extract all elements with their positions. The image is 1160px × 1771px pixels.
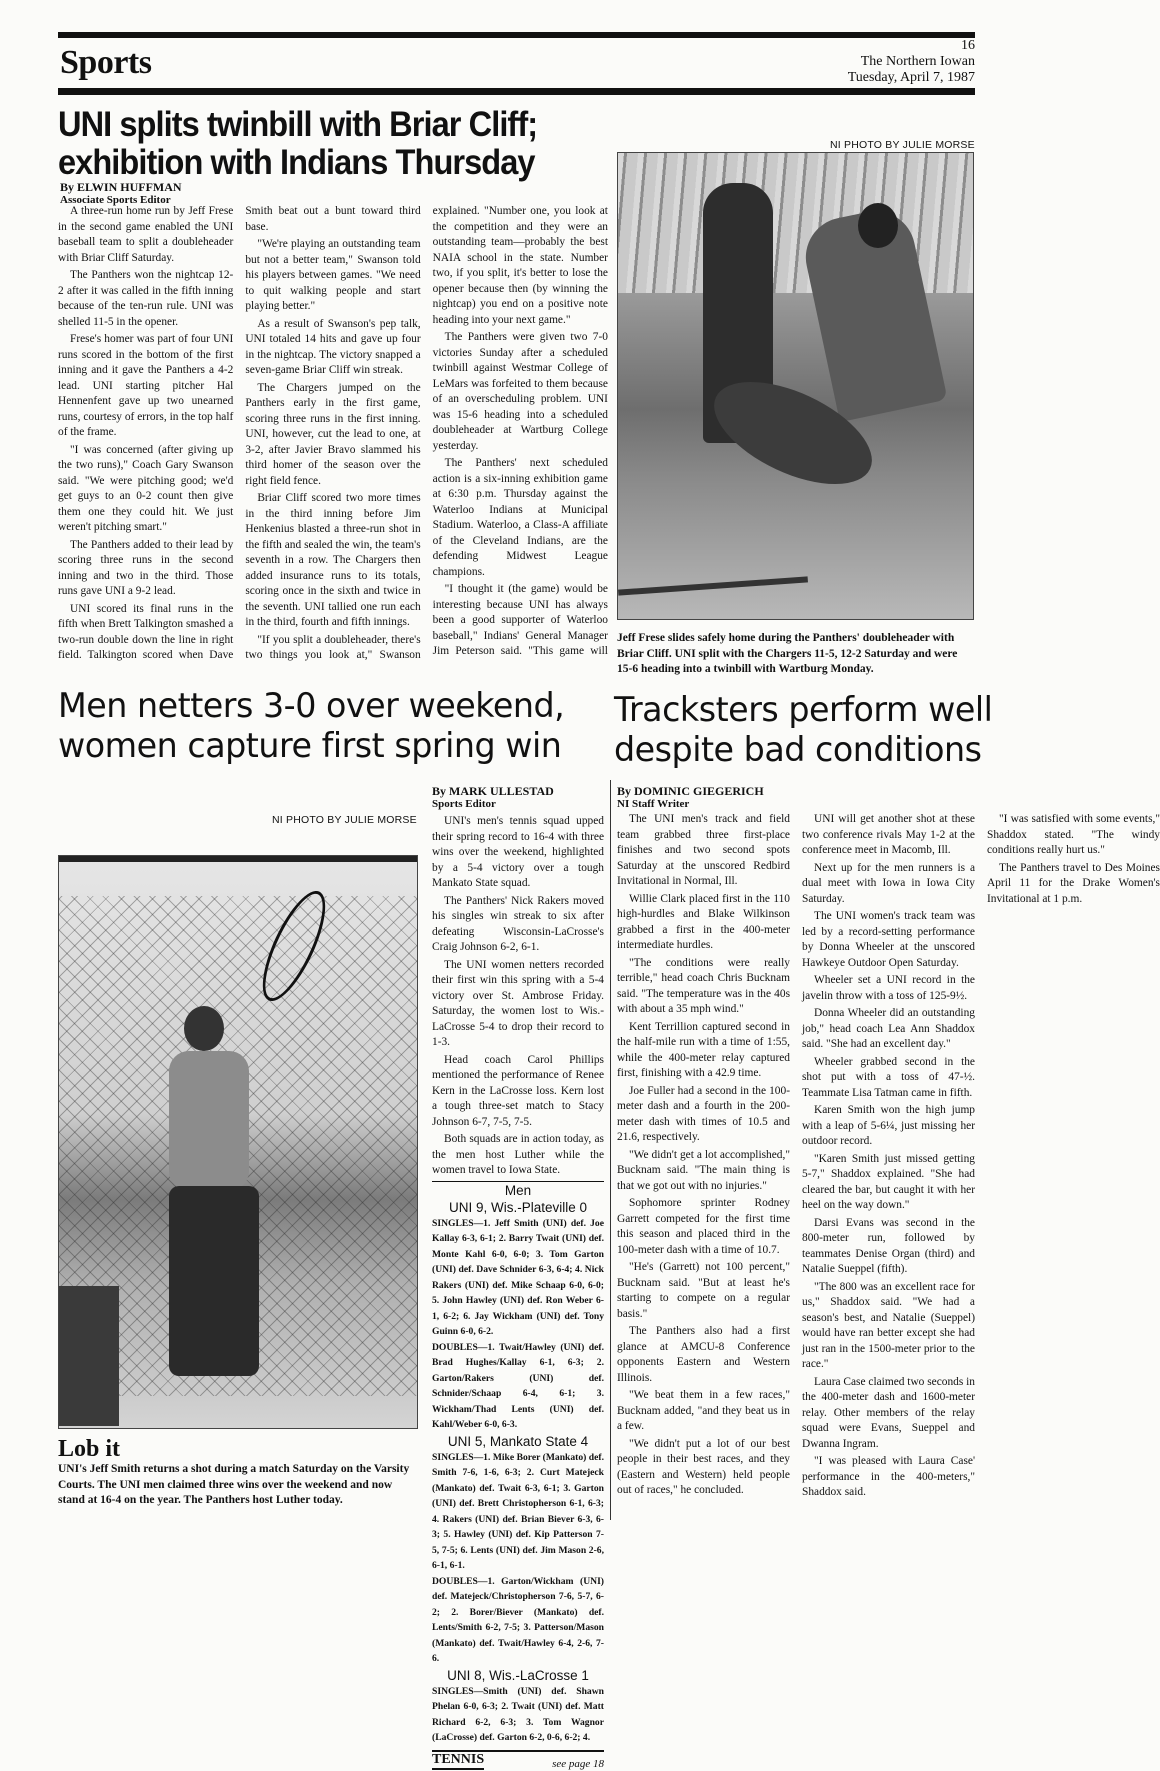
- paragraph: Wheeler grabbed second in the shot put with a toss of 47-½. Teammate Lisa Tatman came in fifth.: [802, 1055, 975, 1099]
- paragraph: Both squads are in action today, as the men host Luther while the women travel to Iowa State.: [432, 1133, 604, 1176]
- match-result: SINGLES—1. Mike Borer (Mankato) def. Smith 7-6, 1-6, 6-3; 2. Curt Matejeck (Mankato) def. Twait 6-3, 6-1; 3. Garton (UNI) def. Brett Christopherson 6-1, 6-3; 4. Rakers (UNI) def. Brian Biever 6-3, 6-3; 5. Hawley (UNI) def. Kip Patterson 7-5, 7-5; 6. Lents (UNI) def. Jim Mason 2-6, 6-1, 6-1.: [432, 1451, 604, 1571]
- headline-line: exhibition with Indians Thursday: [58, 143, 535, 182]
- paragraph: "The 800 was an excellent race for us," Shaddox said. "We had a season's best, and Natalie (Sueppel) would have ran better except she had just ran in the 1500-meter prior to the race.": [802, 1280, 975, 1370]
- paragraph: "The conditions were really terrible," head coach Chris Bucknam said. "The temperature was in the 40s with about a 35 mph wind.": [617, 956, 790, 1015]
- tennis-column: [432, 784, 604, 1770]
- tennis-photo: [58, 855, 418, 1429]
- byline-name: By MARK ULLESTAD: [432, 784, 554, 798]
- paragraph: The UNI women netters recorded their first win this spring with a 5-4 victory over St. Ambrose Friday. Saturday, the women lost to Wis.-LaCrosse 5-4 to drop their record to 1-3.: [432, 958, 604, 1048]
- paragraph: The UNI men's track and field team grabbed three first-place finishes and two second spots Saturday at the unscored Redbird Invitational in Normal, Ill.: [617, 813, 790, 887]
- tennis-article-body: [432, 814, 604, 1179]
- paragraph: The Panthers' Nick Rakers moved his singles win streak to six after defeating Wisconsin-LaCrosse's Craig Johnson 6-2, 6-1.: [432, 894, 604, 953]
- match-title: UNI 5, Mankato State 4: [447, 1433, 589, 1449]
- paragraph: Briar Cliff scored two more times in the third inning before Jim Henkenius blasted a three-run shot in the fifth and sealed the win, the team's seventh in a row. The Chargers then added insurance runs to its totals, scoring once in the sixth and twice in the seventh. UNI tallied one run each in the third, fourth and fifth innings.: [245, 492, 421, 628]
- baseball-headline: [58, 106, 537, 182]
- jump-line: [432, 1750, 604, 1770]
- paragraph: "We didn't get a lot accomplished," Bucknam said. "The main thing is that we got out with no injuries.": [617, 1148, 790, 1192]
- paragraph: The Panthers' next scheduled action is a six-inning exhibition game at 6:30 p.m. Thursday against the Waterloo Indians at Municipal Stadium. Waterloo, a Class-A affiliate of the Cleveland Indians, are the defending Midwest League champions.: [432, 457, 608, 578]
- paragraph: As a result of Swanson's pep talk, UNI totaled 14 hits and gave up four in the nightcap. The victory snapped a seven-game Briar Cliff win streak.: [245, 317, 421, 376]
- paragraph: The Panthers were given two 7-0 victories Sunday after a scheduled twinbill against Westmar College of LeMars was forfeited to them because of an overscheduling problem. UNI was 15-6 heading into a scheduled doubleheader at Wartburg College yesterday.: [432, 331, 608, 452]
- page-number: 16: [961, 38, 975, 53]
- headline-line: despite bad conditions: [614, 730, 982, 770]
- paragraph: "Karen Smith just missed getting 5-7," Shaddox explained. "She had cleared the bar, but caught it with her heel on the way down.": [802, 1152, 975, 1211]
- byline-name: By DOMINIC GIEGERICH: [617, 784, 764, 798]
- byline-role: Sports Editor: [432, 798, 496, 810]
- paragraph: Wheeler set a UNI record in the javelin throw with a toss of 125-9½.: [802, 974, 975, 1002]
- match-result: SINGLES—1. Jeff Smith (UNI) def. Joe Kallay 6-3, 6-1; 2. Barry Twait (UNI) def. Monte Kahl 6-0, 6-0; 3. Tom Garton (UNI) def. Dave Schnider 6-3, 6-4; 4. Nick Rakers (UNI) def. Mike Schaap 6-0, 6-0; 5. John Hawley (UNI) def. Ron Weber 6-1, 6-2; 6. Jay Wickham (UNI) def. Tony Guinn 6-0, 6-2.: [432, 1217, 604, 1337]
- match-result: SINGLES—Smith (UNI) def. Shawn Phelan 6-0, 6-3; 2. Twait (UNI) def. Matt Richard 6-2, 6-3; 3. Tom Wagnor (LaCrosse) def. Garton 6-2, 0-6, 6-2; 4.: [432, 1685, 604, 1743]
- paragraph: The Panthers travel to Des Moines April 11 for the Drake Women's Invitational at 1 p.m.: [987, 861, 1160, 905]
- top-rule: [58, 32, 975, 38]
- paragraph: "I was satisfied with some events," Shaddox stated. "The windy conditions really hurt us.": [987, 813, 1160, 856]
- jump-label: TENNIS: [432, 1752, 484, 1770]
- paragraph: Next up for the men runners is a dual meet with Iowa in Iowa City Saturday.: [802, 861, 975, 905]
- paragraph: Head coach Carol Phillips mentioned the performance of Renee Kern in the LaCrosse loss. Kern lost a tough three-set match to Stacy Johnson 6-7, 7-5, 7-5.: [432, 1053, 604, 1128]
- masthead-info: [848, 38, 975, 86]
- paragraph: UNI's men's tennis squad upped their spring record to 16-4 with three wins over the weekend, highlighted by a 5-4 victory over a tough Mankato State squad.: [432, 815, 604, 889]
- headline-line: women capture first spring win: [58, 726, 562, 766]
- jump-link[interactable]: see page 18: [552, 1757, 604, 1770]
- photo-credit: NI PHOTO BY JULIE MORSE: [272, 814, 417, 826]
- paragraph: "We're playing an outstanding team but not a better team," Swanson told his players between games. "We need to quit walking people and start playing better.": [245, 238, 421, 312]
- tennis-photo-caption: UNI's Jeff Smith returns a shot during a match Saturday on the Varsity Courts. The UNI men claimed three wins over the weekend and now stand at 16-4 on the year. The Panthers host Luther today.: [58, 1463, 410, 1506]
- paragraph: Joe Fuller had a second in the 100-meter dash and a fourth in the 200-meter dash with times of 10.5 and 21.6, respectively.: [617, 1084, 790, 1143]
- paragraph: Kent Terrillion captured second in the half-mile run with a time of 1:55, while the 400-meter relay captured first, finishing with a 42.9 time.: [617, 1020, 790, 1079]
- baseball-photo: [617, 152, 974, 620]
- byline-name: By ELWIN HUFFMAN: [60, 180, 182, 194]
- paragraph: "We beat them in a few races," Bucknam added, "and they beat us in a few.: [617, 1389, 790, 1432]
- paragraph: The Chargers jumped on the Panthers early in the first game, scoring three runs in the first inning. UNI, however, cut the lead to one, at 3-2, after Javier Bravo slammed his third homer of the season over the right field fence.: [245, 381, 421, 487]
- paragraph: The Panthers added to their lead by scoring three runs in the second inning and two in the third. Those runs gave UNI a 9-2 lead.: [58, 538, 234, 597]
- track-byline: [617, 784, 764, 811]
- match-result: DOUBLES—1. Twait/Hawley (UNI) def. Brad Hughes/Kallay 6-1, 6-3; 2. Garton/Rakers (UNI) def. Schnider/Schaap 6-4, 6-1; 3. Wickham/Thad Lents (UNI) def. Kahl/Weber 6-0, 6-3.: [432, 1341, 604, 1430]
- tennis-caption-title: Lob it: [58, 1436, 121, 1462]
- paragraph: Sophomore sprinter Rodney Garrett competed for the first time this season and placed third in the 100-meter dash with a time of 10.7.: [617, 1197, 790, 1256]
- paragraph: Laura Case claimed two seconds in the 400-meter dash and 1600-meter relay. Other members of the relay squad were Evans, Sueppel and Dwanna Ingram.: [802, 1375, 975, 1450]
- headline-line: UNI splits twinbill with Briar Cliff;: [58, 105, 538, 144]
- issue-date: Tuesday, April 7, 1987: [847, 70, 975, 85]
- paragraph: "If you split a doubleheader, there's two things you look at," Swanson explained. "Number one, you look at the competition and they were an outstanding team—probably the best NAIA school in the state. Number two, if you split, it's better to lose the opener because then (by winning the nightcap) you end on a positive note heading into your next game.": [245, 205, 608, 661]
- headline-line: Tracksters perform well: [614, 690, 993, 730]
- tennis-results: [432, 1199, 604, 1746]
- paragraph: A three-run home run by Jeff Frese in the second game enabled the UNI baseball team to split a doubleheader with Briar Cliff Saturday.: [58, 205, 234, 264]
- section-title: Sports: [60, 44, 152, 81]
- byline-role: Associate Sports Editor: [60, 194, 171, 206]
- column-divider: [610, 780, 611, 1520]
- paragraph: "I was pleased with Laura Case' performance in the 400-meters," Shaddox said.: [802, 1455, 975, 1498]
- match-result: DOUBLES—1. Garton/Wickham (UNI) def. Matejeck/Christopherson 7-6, 5-7, 6-2; 2. Borer/Biever (Mankato) def. Lents/Smith 6-2, 7-5; 3. Patterson/Mason (Mankato) def. Twait/Hawley 6-4, 2-6, 7-6.: [432, 1575, 604, 1664]
- paragraph: UNI scored its final runs in the fifth when Brett Talkington smashed a two-run double down the line in right field. Talkington scored when Dave Smith beat out a bunt toward third base.: [58, 205, 421, 661]
- baseball-photo-caption: Jeff Frese slides safely home during the Panthers' doubleheader with Briar Cliff. UNI split with the Chargers 11-5, 12-2 Saturday and were 15-6 heading into a twinbill with Wartburg Monday.: [617, 632, 958, 675]
- headline-line: Men netters 3-0 over weekend,: [58, 686, 565, 726]
- paragraph: Darsi Evans was second in the 800-meter run, followed by teammates Denise Organ (third) and Natalie Sueppel (fifth).: [802, 1216, 975, 1275]
- paragraph: The Panthers also had a first glance at AMCU-8 Conference opponents Eastern and Western Illinois.: [617, 1325, 790, 1384]
- header-rule: [58, 88, 975, 95]
- baseball-article-body: [58, 204, 608, 674]
- paragraph: Karen Smith won the high jump with a leap of 5-6¼, just missing her outdoor record.: [802, 1104, 975, 1147]
- paper-name: The Northern Iowan: [860, 54, 975, 69]
- tennis-headline: [58, 686, 564, 766]
- paragraph: The Panthers won the nightcap 12-2 after it was called in the fifth inning because of the ten-run rule. UNI was shelled 11-5 in the opener.: [58, 269, 234, 328]
- paragraph: "He's (Garrett) not 100 percent," Bucknam said. "But at least he's starting to compete on a regular basis.": [617, 1261, 790, 1320]
- track-headline: [614, 690, 992, 770]
- byline-role: NI Staff Writer: [617, 798, 690, 810]
- photo-credit: NI PHOTO BY JULIE MORSE: [830, 139, 975, 151]
- results-heading: Men: [504, 1182, 532, 1198]
- baseball-byline: [60, 180, 182, 207]
- paragraph: Donna Wheeler did an outstanding job," head coach Lea Ann Shaddox said. "She had an excellent day.": [802, 1007, 975, 1050]
- match-title: UNI 8, Wis.-LaCrosse 1: [447, 1667, 589, 1683]
- paragraph: "I thought it (the game) would be interesting because UNI has always been a good supporter of Waterloo baseball," Indians' General Manager Jim Peterson said. "This game will: [432, 583, 608, 657]
- paragraph: UNI will get another shot at these two conference rivals May 1-2 at the conference meet in Macomb, Ill.: [802, 813, 975, 856]
- paragraph: "We didn't put a lot of our best people in their best races, and they (Eastern and Western) held people out of races," he concluded.: [617, 1437, 790, 1496]
- match-title: UNI 9, Wis.-Plateville 0: [448, 1199, 588, 1215]
- paragraph: "I was concerned (after giving up the two runs)," Coach Gary Swanson said. "We were pitching good; we'd get guys to an 0-2 count then give them one they could hit. We just weren't pitching smart.": [58, 443, 234, 533]
- paragraph: Willie Clark placed first in the 110 high-hurdles and Blake Wilkinson grabbed a first in the 400-meter intermediate hurdles.: [617, 892, 790, 951]
- paragraph: The UNI women's track team was led by a record-setting performance by Donna Wheeler at the unscored Hawkeye Outdoor Open Saturday.: [802, 910, 975, 969]
- paragraph: Frese's homer was part of four UNI runs scored in the bottom of the first inning and it gave the Panthers a 4-2 lead. UNI starting pitcher Hal Hennenfent gave up two unearned runs, courtesy of errors, in the top half of the frame.: [58, 333, 234, 438]
- track-article-body: [617, 812, 1160, 1524]
